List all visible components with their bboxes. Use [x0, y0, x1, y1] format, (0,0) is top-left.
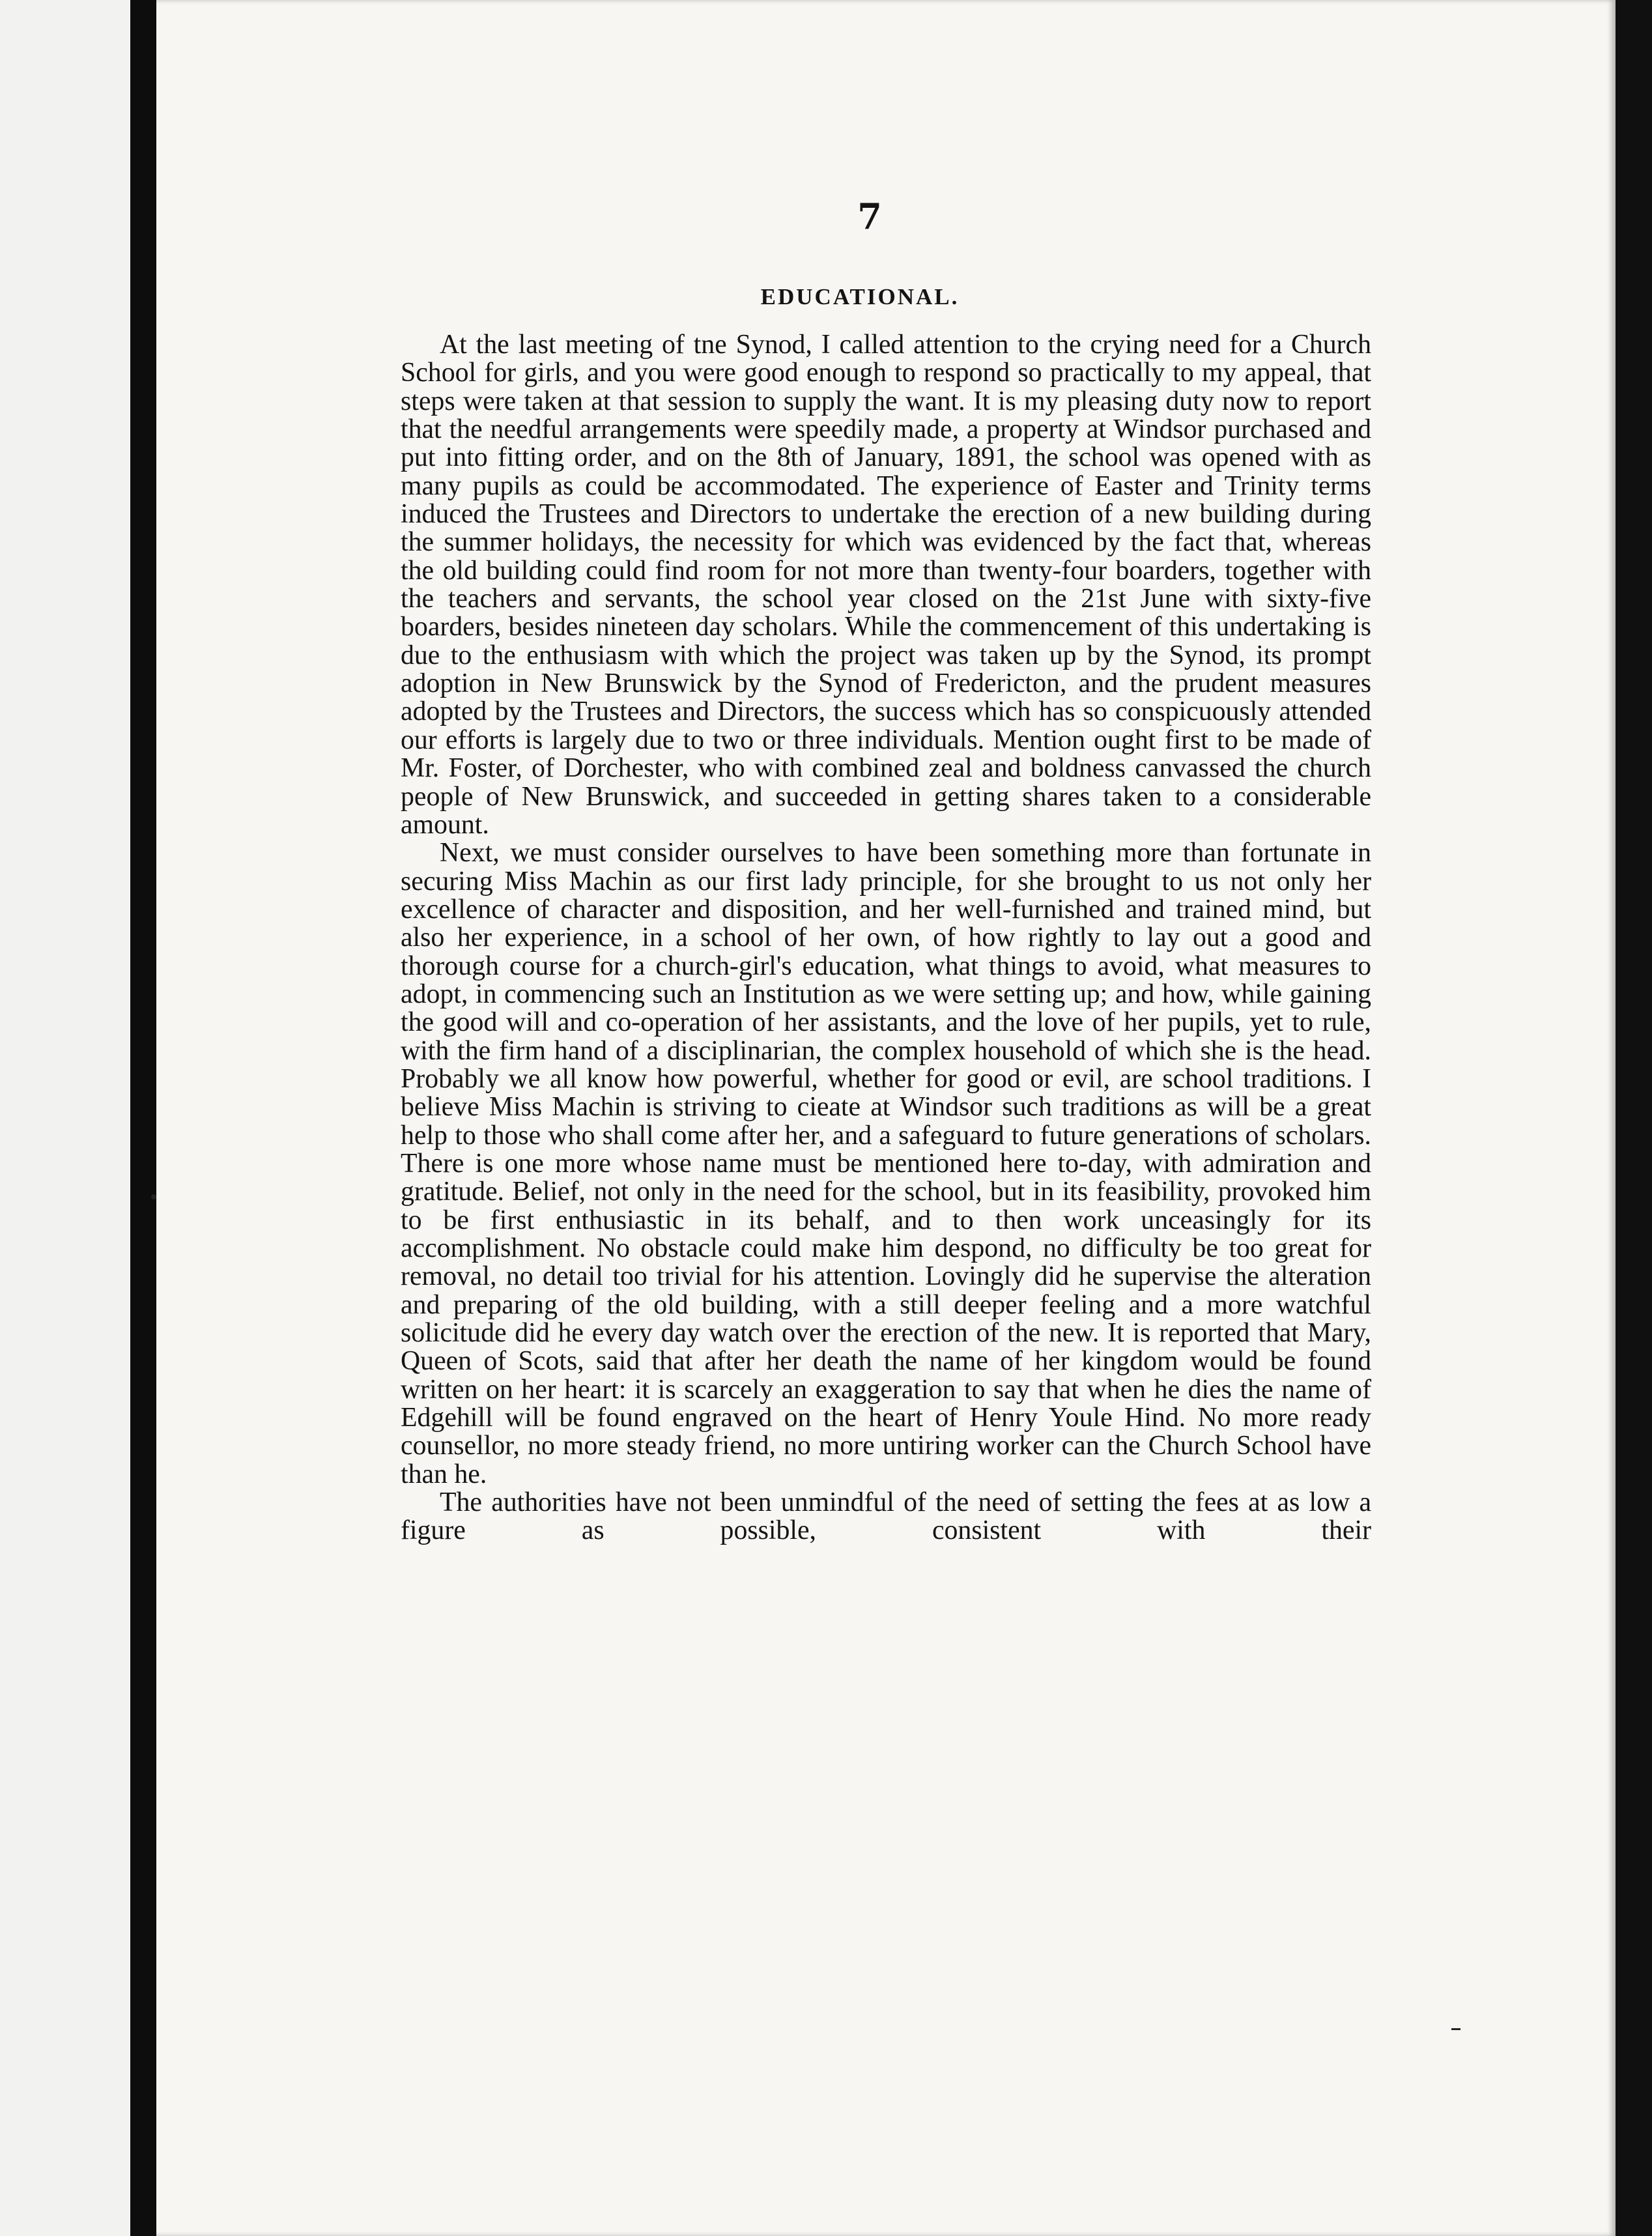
gutter-shadow: [130, 0, 156, 2236]
page-number: 7: [857, 195, 882, 237]
facing-page-margin: [0, 0, 130, 2236]
body-text: [401, 331, 1371, 1545]
paragraph: At the last meeting of tne Synod, I called attention to the crying need for a Church School for girls, and you were good enough to respond so practically to my appeal, that steps were taken at that session to supply the want. It is my pleasing duty now to report that the needful arrangements were speedily made, a property at Windsor purchased and put into fitting order, and on the 8th of January, 1891, the school was opened with as many pupils as could be accommodated. The experience of Easter and Trinity terms induced the Trustees and Directors to undertake the erection of a new building during the summer holidays, the necessity for which was evidenced by the fact that, whereas the old building could find room for not more than twenty-four boarders, together with the teachers and servants, the school year closed on the 21st June with sixty-five boarders, besides nineteen day scholars. While the commencement of this undertaking is due to the enthusiasm with which the project was taken up by the Synod, its prompt adoption in New Brunswick by the Synod of Fredericton, and the prudent measures adopted by the Trustees and Directors, the success which has so conspicuously attended our efforts is largely due to two or three individuals. Mention ought first to be made of Mr. Foster, of Dorchester, who with combined zeal and boldness canvassed the church people of New Brunswick, and succeeded in getting shares taken to a considerable amount.: [401, 330, 1371, 840]
margin-mark: [1451, 2028, 1460, 2030]
paragraph: Next, we must consider ourselves to have been something more than fortunate in securing Miss Machin as our first lady principle, for she brought to us not only her excellence of character and disposition, and her well-furnished and trained mind, but also her experience, in a school of her own, of how rightly to lay out a good and thorough course for a church-girl's education, what things to avoid, what measures to adopt, in commencing such an Institution as we were setting up; and how, while gaining the good will and co-operation of her assistants, and the love of her pupils, yet to rule, with the firm hand of a disciplinarian, the complex household of which she is the head. Probably we all know how powerful, whether for good or evil, are school traditions. I believe Miss Machin is striving to cieate at Windsor such traditions as will be a great help to those who shall come after her, and a safeguard to future generations of scholars. There is one more whose name must be mentioned here to-day, with admiration and gratitude. Belief, not only in the need for the school, but in its feasibility, provoked him to be first enthusiastic in its behalf, and to then work unceasingly for its accomplishment. No obstacle could make him despond, no difficulty be too great for removal, no detail too trivial for his attention. Lovingly did he supervise the alteration and preparing of the old building, with a still deeper feeling and a more watchful solicitude did he every day watch over the erection of the new. It is reported that Mary, Queen of Scots, said that after her death the name of her kingdom would be found written on her heart: it is scarcely an exaggeration to say that when he dies the name of Edgehill will be found engraved on the heart of Henry Youle Hind. No more ready counsellor, no more steady friend, no more untiring worker can the Church School have than he.: [401, 838, 1371, 1489]
scan-border-right: [1616, 0, 1652, 2236]
margin-mark: [151, 1194, 156, 1199]
paragraph: The authorities have not been unmindful of the need of setting the fees at as low a figure as possible, consistent with their: [401, 1487, 1371, 1546]
section-heading: EDUCATIONAL.: [760, 284, 960, 309]
